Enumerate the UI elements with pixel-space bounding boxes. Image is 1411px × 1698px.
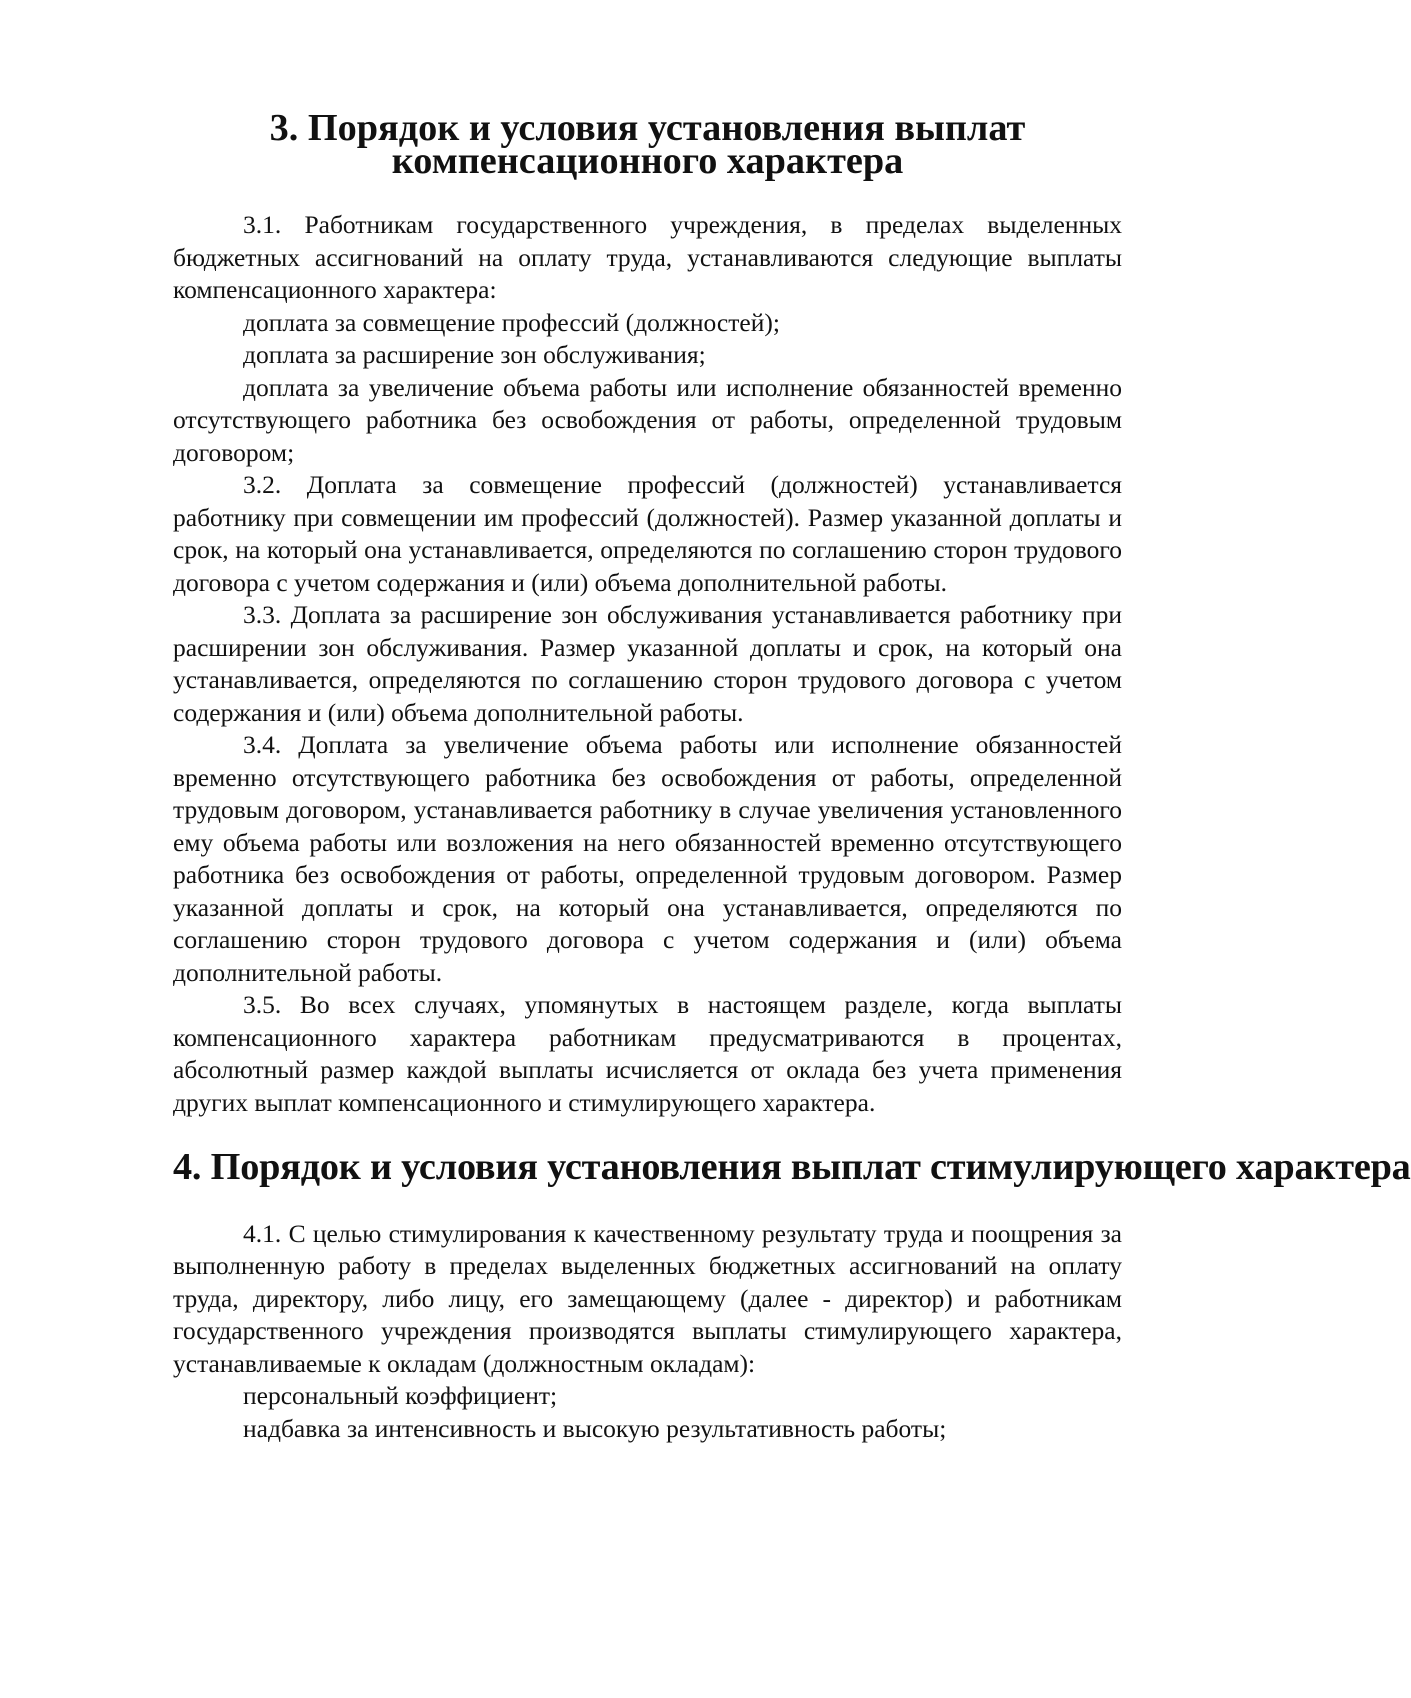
paragraph-3-2: 3.2. Доплата за совмещение профессий (должностей) устанавливается работнику при совмещении им профессий (должностей). Размер указанной доплаты и срок, на который она устанавливается, определяются по соглашению сторон трудового договора с учетом содержания и (или) объема дополнительной работы. — [173, 470, 1122, 597]
paragraph-3-1: 3.1. Работникам государственного учреждения, в пределах выделенных бюджетных ассигнований на оплату труда, устанавливаются следующие выплаты компенсационного характера: — [173, 210, 1122, 304]
section-3-heading-line-2: компенсационного характера — [391, 139, 904, 182]
list-item-combining-professions: доплата за совмещение профессий (должностей); — [243, 307, 780, 337]
list-item-service-zones: доплата за расширение зон обслуживания; — [243, 340, 706, 369]
list-item-intensity-bonus: надбавка за интенсивность и высокую результативность работы; — [243, 1413, 947, 1443]
list-item-increased-workload: доплата за увеличение объема работы или исполнение обязанностей временно отсутствующего работника без освобождения от работы, определенной трудовым договором; — [173, 372, 1122, 467]
paragraph-3-3: 3.3. Доплата за расширение зон обслуживания устанавливается работнику при расширении зон обслуживания. Размер указанной доплаты и срок, на который она устанавливается, определяются по соглашению сторон трудового договора с учетом содержания и (или) объема дополнительной работы. — [173, 600, 1122, 727]
section-4-heading: 4. Порядок и условия установления выплат стимулирующего характера — [173, 1146, 1411, 1188]
paragraph-4-1: 4.1. С целью стимулирования к качественному результату труда и поощрения за выполненную работу в пределах выделенных бюджетных ассигнований на оплату труда, директору, либо лицу, его замещающему (далее - директор) и работникам государственного учреждения производятся выплаты стимулирующего характера, устанавливаемые к окладам (должностным окладам): — [173, 1218, 1122, 1378]
section-3-heading — [173, 107, 1122, 182]
list-item-personal-coefficient: персональный коэффициент; — [243, 1381, 558, 1410]
paragraph-3-4: 3.4. Доплата за увеличение объема работы или исполнение обязанностей временно отсутствующего работника без освобождения от работы, определенной трудовым договором, устанавливается работнику в случае увеличения установленного ему объема работы или возложения на него обязанностей временно отсутствующего работника без освобождения от работы, определенной трудовым договором. Размер указанной доплаты и срок, на который она устанавливается, определяются по соглашению сторон трудового договора с учетом содержания и (или) объема дополнительной работы. — [173, 730, 1122, 987]
document-page — [173, 107, 1411, 1445]
section-3-heading-line-1: 3. Порядок и условия установления выплат — [269, 107, 1026, 149]
paragraph-3-5: 3.5. Во всех случаях, упомянутых в настоящем разделе, когда выплаты компенсационного характера работникам предусматриваются в процентах, абсолютный размер каждой выплаты исчисляется от оклада без учета применения других выплат компенсационного и стимулирующего характера. — [173, 990, 1122, 1117]
